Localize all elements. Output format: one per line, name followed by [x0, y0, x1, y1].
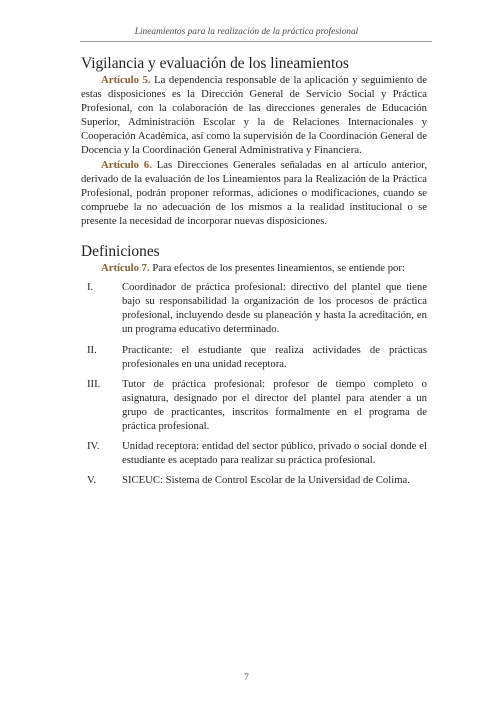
definition-text: SICEUC: Sistema de Control Escolar de la Universidad de Colima.	[122, 474, 410, 487]
article-6-text: Las Direcciones Generales señaladas en al artículo anterior, derivado de la evaluación de los Lineamientos para la Realización de la Práctica Profesional, podrán proponer reformas, adiciones o modificaciones, cuando se compruebe la no adecuación de los mismos a la realidad institucional o se presente la necesidad de incorporar nuevas disposiciones.	[81, 158, 427, 227]
page-number: 7	[244, 673, 249, 683]
definition-number: IV.	[87, 440, 100, 453]
section-title-definiciones: Definiciones	[81, 243, 160, 261]
article-6-paragraph	[81, 158, 427, 228]
definition-text: Unidad receptora: entidad del sector público, privado o social donde el estudiante es aceptado para realizar su práctica profesional.	[122, 440, 427, 467]
definition-number: I.	[87, 281, 94, 294]
article-6-label: Artículo 6.	[101, 158, 152, 171]
running-header: Lineamientos para la realización de la práctica profesional	[134, 27, 359, 37]
definition-item	[81, 343, 427, 371]
definition-number: III.	[87, 377, 101, 390]
section-title-vigilancia: Vigilancia y evaluación de los lineamientos	[81, 55, 349, 72]
article-5-text: La dependencia responsable de la aplicación y seguimiento de estas disposiciones es la Dirección General de Servicio Social y Práctica Profesional, con la colaboración de las direcciones generales de Educación Superior, Administración Escolar y la de Relaciones Internacionales y Cooperación Académica, así como la supervisión de la Coordinación General de Docencia y la Coordinación General Administrativa y Financiera.	[81, 74, 427, 157]
definition-item	[81, 473, 427, 487]
definition-text: Practicante: el estudiante que realiza actividades de prácticas profesionales en una unidad receptora.	[122, 343, 427, 370]
article-5-paragraph	[81, 73, 427, 158]
definition-number: V.	[87, 474, 97, 487]
article-7-text: Para efectos de los presentes lineamientos, se entiende por:	[149, 262, 405, 275]
definition-text: Coordinador de práctica profesional: directivo del plantel que tiene bajo su responsabilidad la organización de los procesos de práctica profesional, incluyendo desde su planeación y hasta la acreditación, en un programa educativo determinado.	[122, 281, 427, 336]
definitions-list	[81, 280, 427, 487]
header-rule	[80, 41, 432, 42]
article-7-label: Artículo 7.	[101, 262, 150, 275]
article-5-label: Artículo 5.	[101, 74, 151, 86]
definition-item	[81, 377, 427, 433]
definition-item	[81, 439, 427, 467]
definition-text: Tutor de práctica profesional: profesor de tiempo completo o asignatura, designado por el director del plantel para atender a un grupo de practicantes, inscritos formalmente en el programa de práctica profesional.	[122, 377, 427, 432]
page-content	[81, 55, 427, 493]
definition-number: II.	[87, 343, 97, 356]
definition-item	[81, 280, 427, 336]
article-7-paragraph	[81, 261, 427, 275]
